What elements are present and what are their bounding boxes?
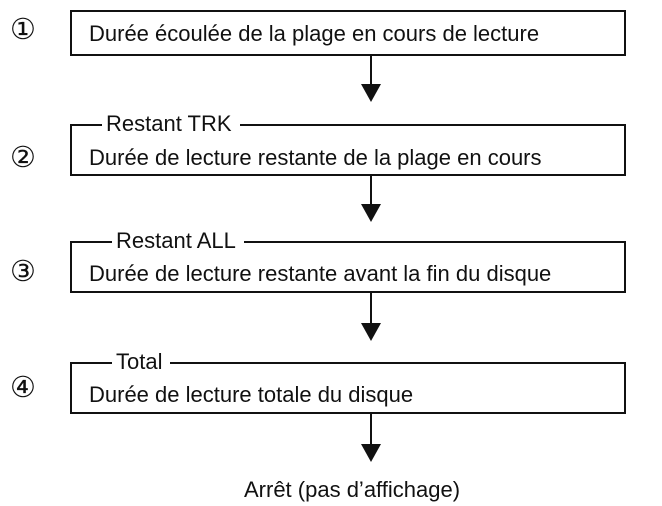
arrow-1 (361, 56, 381, 102)
arrow-1-head (361, 84, 381, 102)
arrow-3-head (361, 323, 381, 341)
step-4-text: Durée de lecture totale du disque (89, 382, 414, 407)
step-3-box (70, 228, 626, 293)
step-2-box (70, 111, 626, 176)
end-label: Arrêt (pas d’affichage) (244, 477, 461, 502)
step-1-box (70, 10, 626, 56)
step-2-tab-label: Restant TRK (102, 111, 240, 137)
step-4-box (70, 349, 626, 414)
step-2-number: ② (10, 140, 36, 174)
step-3-tab-label: Restant ALL (112, 228, 244, 254)
step-4-tab-label: Total (112, 349, 170, 375)
step-4-number: ④ (10, 370, 36, 404)
step-3-text: Durée de lecture restante avant la fin du disque (89, 261, 552, 286)
arrow-4-head (361, 444, 381, 462)
arrow-2 (361, 176, 381, 222)
step-1-number: ① (10, 12, 36, 46)
step-1-text: Durée écoulée de la plage en cours de lecture (89, 21, 540, 46)
arrow-2-head (361, 204, 381, 222)
step-3-number: ③ (10, 254, 36, 288)
arrow-3 (361, 293, 381, 341)
step-2-text: Durée de lecture restante de la plage en cours (89, 145, 542, 170)
arrow-4 (361, 414, 381, 462)
